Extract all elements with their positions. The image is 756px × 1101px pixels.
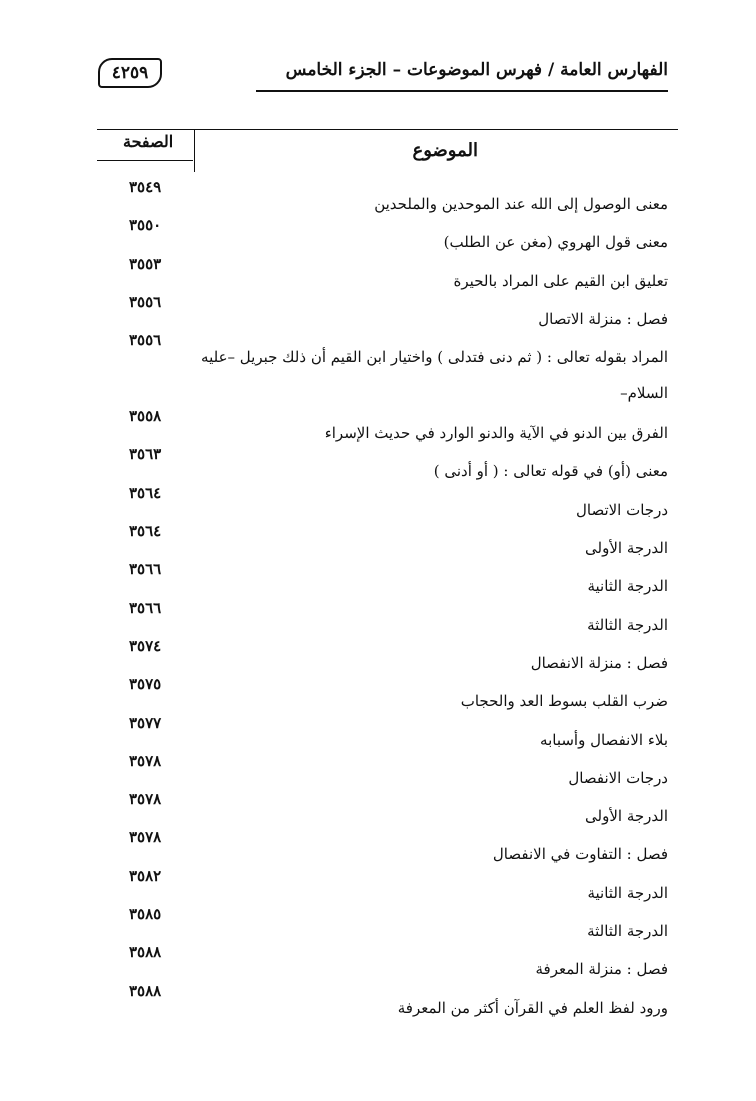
toc-row — [97, 255, 678, 293]
toc-topic: الدرجة الأولى — [585, 539, 668, 558]
toc-row — [97, 714, 678, 752]
toc-page-number: ٣٥٧٨ — [129, 828, 162, 847]
toc-row — [97, 445, 678, 483]
toc-page-number: ٣٥٦٤ — [129, 483, 162, 502]
toc-page-number: ٣٥٥٦ — [129, 292, 162, 311]
toc-topic: الدرجة الثانية — [587, 883, 668, 902]
toc-topic: فصل : منزلة الاتصال — [538, 309, 668, 328]
toc-page-number: ٣٥٧٤ — [129, 636, 162, 655]
running-header — [98, 58, 668, 98]
toc-topic: بلاء الانفصال وأسبابه — [540, 730, 668, 749]
topic-column-header: الموضوع — [412, 140, 478, 161]
toc-row — [97, 407, 678, 445]
toc-page-number: ٣٥٥٦ — [129, 331, 162, 350]
toc-topic: الفرق بين الدنو في الآية والدنو الوارد في حديث الإسراء — [324, 424, 668, 443]
page-header-underline — [97, 160, 193, 161]
toc-page-number: ٣٥٤٩ — [129, 178, 162, 196]
toc-row — [97, 905, 678, 943]
toc-topic: المراد بقوله تعالى : ( ثم دنى فتدلى ) واختيار ابن القيم أن ذلك جبريل –عليه السلام– — [201, 348, 668, 403]
toc-topic: فصل : منزلة الانفصال — [530, 653, 668, 672]
running-header-title: الفهارس العامة / فهرس الموضوعات – الجزء الخامس — [285, 60, 668, 80]
column-divider — [194, 130, 195, 172]
toc-topic: درجات الاتصال — [575, 500, 668, 519]
toc-row — [97, 675, 678, 713]
toc-row — [97, 331, 678, 407]
toc-page-number: ٣٥٧٧ — [129, 713, 162, 732]
toc-page-number: ٣٥٥٠ — [129, 216, 162, 235]
header-rule — [256, 90, 668, 92]
toc-page-number: ٣٥٨٢ — [129, 866, 162, 885]
toc-topic: فصل : منزلة المعرفة — [535, 960, 668, 979]
toc-topic: الدرجة الثالثة — [587, 615, 668, 634]
toc-page-number: ٣٥٧٥ — [129, 675, 162, 694]
toc-page-number: ٣٥٥٨ — [129, 407, 162, 426]
page-column-header: الصفحة — [123, 132, 174, 151]
toc-page-number: ٣٥٦٦ — [129, 560, 162, 579]
toc-topic: الدرجة الثالثة — [587, 922, 668, 941]
page-number: ٤٢٥٩ — [98, 58, 162, 88]
toc-page-number: ٣٥٥٣ — [129, 254, 162, 273]
toc-topic: معنى قول الهروي (مغن عن الطلب) — [443, 233, 668, 252]
toc-topic: ضرب القلب بسوط العد والحجاب — [460, 692, 668, 711]
toc-page-number: ٣٥٨٨ — [129, 943, 162, 962]
toc-topic: معنى (أو) في قوله تعالى : ( أو أدنى ) — [433, 462, 668, 481]
toc-topic: درجات الانفصال — [568, 768, 668, 787]
toc-row — [97, 637, 678, 675]
toc-topic: الدرجة الثانية — [587, 577, 668, 596]
toc-row — [97, 560, 678, 598]
toc-table — [97, 129, 678, 1020]
toc-page-number: ٣٥٧٨ — [129, 751, 162, 770]
toc-topic: فصل : التفاوت في الانفصال — [492, 845, 668, 864]
toc-topic: ورود لفظ العلم في القرآن أكثر من المعرفة — [397, 998, 668, 1017]
toc-topic: الدرجة الأولى — [585, 807, 668, 826]
toc-page-number: ٣٥٧٨ — [129, 790, 162, 809]
toc-page-number: ٣٥٨٥ — [129, 905, 162, 924]
toc-row — [97, 943, 678, 981]
toc-row — [97, 178, 678, 216]
toc-row — [97, 522, 678, 560]
toc-topic: تعليق ابن القيم على المراد بالحيرة — [453, 271, 668, 290]
toc-row — [97, 867, 678, 905]
toc-page-number: ٣٥٦٦ — [129, 598, 162, 617]
toc-row — [97, 828, 678, 866]
toc-row — [97, 599, 678, 637]
toc-rows — [97, 178, 678, 1020]
toc-row — [97, 216, 678, 254]
toc-row — [97, 293, 678, 331]
toc-row — [97, 982, 678, 1020]
toc-row — [97, 752, 678, 790]
toc-topic: معنى الوصول إلى الله عند الموحدين والملحدين — [374, 195, 668, 213]
toc-row — [97, 790, 678, 828]
toc-page-number: ٣٥٨٨ — [129, 981, 162, 1000]
toc-page-number: ٣٥٦٤ — [129, 522, 162, 541]
table-header-row — [97, 130, 678, 170]
toc-row — [97, 484, 678, 522]
toc-page-number: ٣٥٦٣ — [129, 445, 162, 464]
